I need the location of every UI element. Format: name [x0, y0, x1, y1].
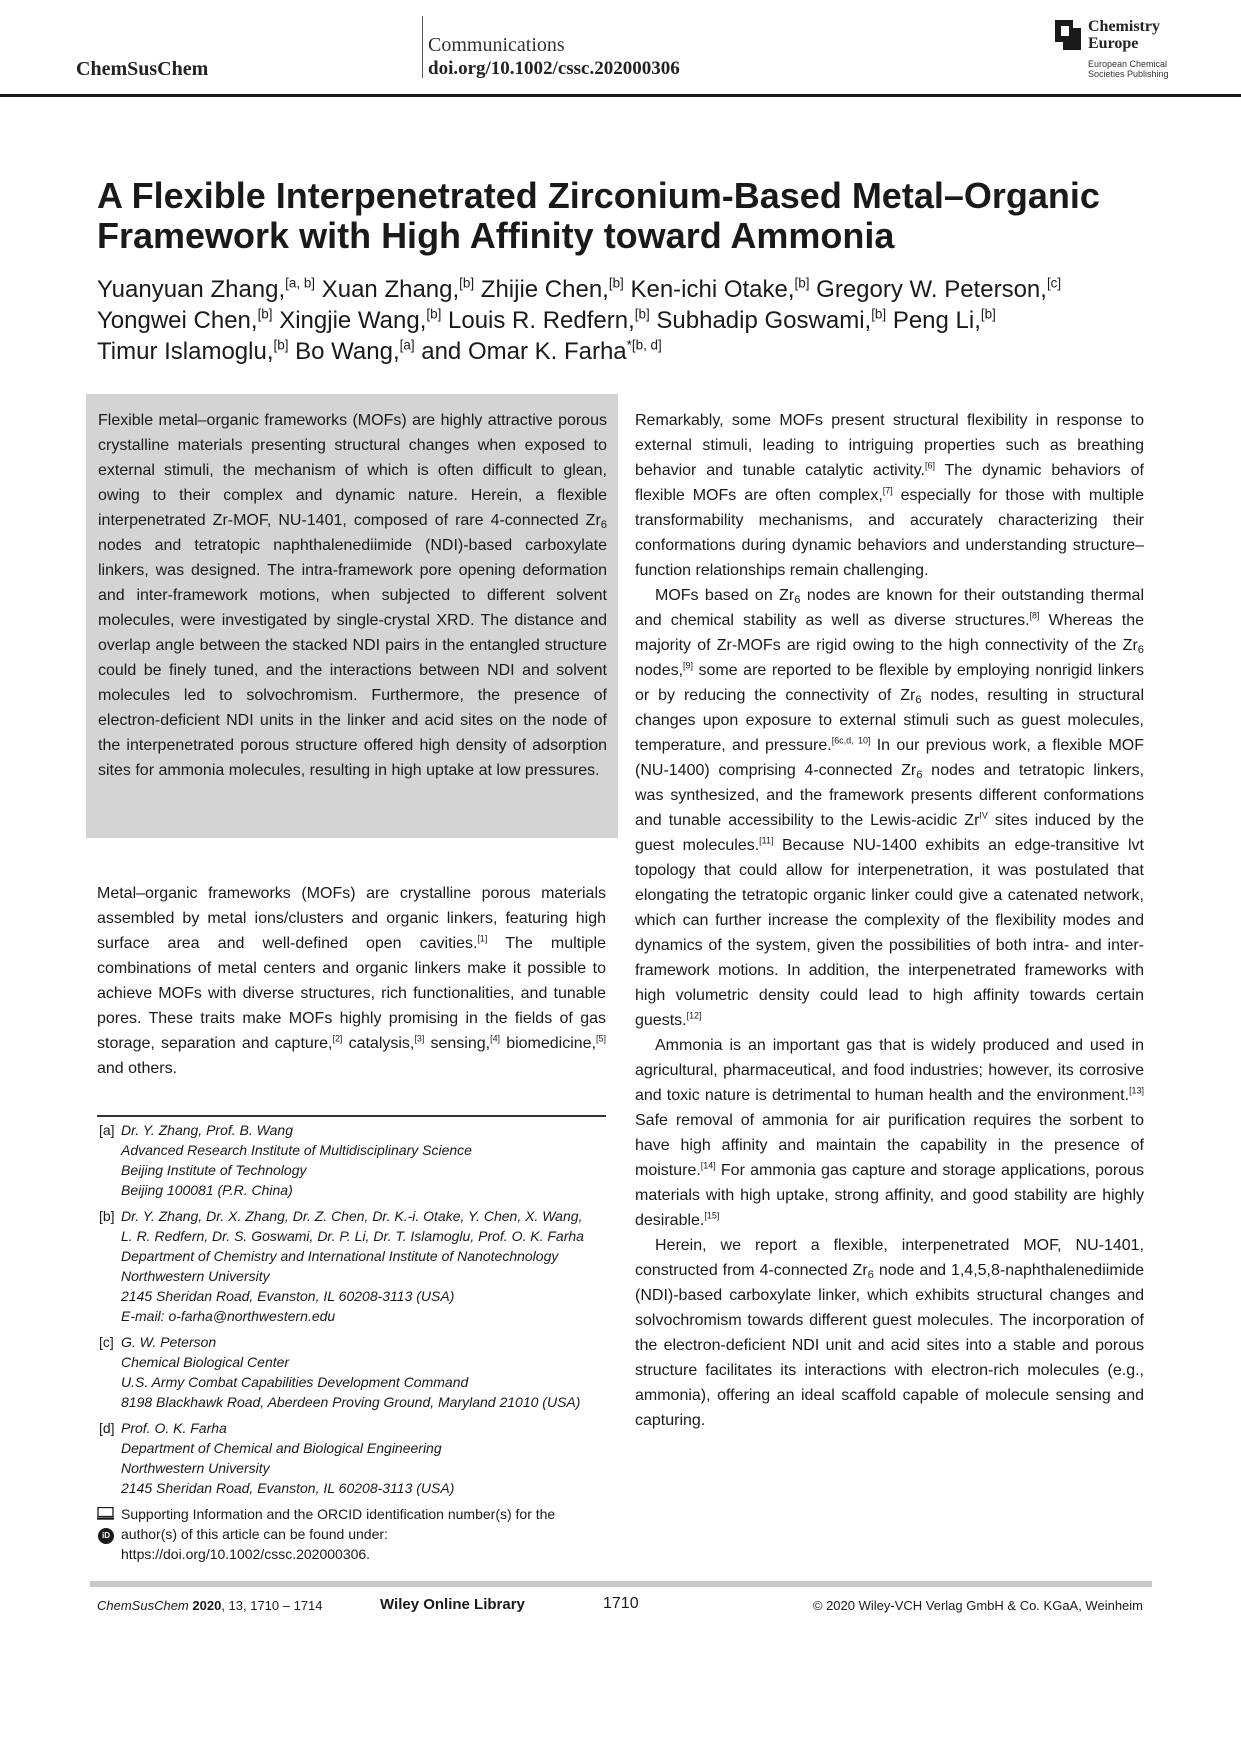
author-affiliation: [b] [980, 306, 996, 322]
header-separator [422, 16, 423, 78]
author-name[interactable]: Louis R. Redfern, [448, 307, 635, 334]
affiliations-rule [97, 1115, 606, 1117]
abstract-text: Flexible metal–organic frameworks (MOFs) are highly attractive porous crystalline materials presenting structural changes when exposed to external stimuli, the mechanism of which is often difficult to glean, owing to their complex and dynamic nature. Herein, a flexible interpenetrated Zr-MOF, NU-1401, composed of rare 4-connected $Zr_6$ nodes and tetratopic naphthalenediimide (NDI)-based carboxylate linkers, was designed. The intra-framework pore opening deformation and inter-framework motions, when subjected to different solvent molecules, were investigated by single-crystal XRD. The distance and overlap angle between the stacked NDI pairs in the entangled structure could be finely tuned, and the interactions between NDI and solvent molecules led to solvochromism. Furthermore, the presence of electron-deficient NDI units in the linker and acid sites on the node of the interpenetrated porous structure offered high density of adsorption sites for ammonia molecules, resulting in high uptake at low pressures. [98, 412, 607, 779]
author-name[interactable]: Yongwei Chen, [97, 307, 258, 334]
reference-marker[interactable]: [8] [1029, 610, 1040, 621]
body-right-column [635, 408, 1144, 1433]
reference-marker[interactable]: [13] [1129, 1085, 1144, 1096]
wiley-online-library-link[interactable]: Wiley Online Library [380, 1596, 525, 1613]
affiliation-b: [b] Dr. Y. Zhang, Dr. X. Zhang, Dr. Z. Chen, Dr. K.-i. Otake, Y. Chen, X. Wang, L. R. Redfern, Dr. S. Goswami, Dr. P. Li, Dr. T. Islamoglu, Prof. O. K. Farha Department of Chemistry and International Institute of Nanotechnology Northwestern University 2145 Sheridan Road, Evanston, IL 60208-3113 (USA) E-mail: o-farha@northwestern.edu [97, 1206, 606, 1326]
author-affiliation: [a] [399, 337, 415, 353]
reference-marker[interactable]: [11] [759, 835, 774, 846]
email-link[interactable]: E-mail: o-farha@northwestern.edu [121, 1308, 336, 1324]
author-name[interactable]: Gregory W. Peterson, [816, 276, 1047, 303]
logo-line-chemistry: Chemistry [1088, 18, 1160, 35]
footer-rule [90, 1581, 1152, 1587]
author-name[interactable]: Peng Li, [892, 307, 981, 334]
reference-marker[interactable]: [9] [683, 660, 694, 671]
computer-icon [97, 1507, 114, 1520]
reference-marker[interactable]: [7] [882, 485, 893, 496]
title-line-2: Framework with High Affinity toward Ammonia [97, 215, 895, 256]
page-number: 1710 [603, 1595, 639, 1612]
author-affiliation: [b] [634, 306, 650, 322]
reference-marker[interactable]: [6c,d, 10] [831, 735, 871, 746]
logo-line-europe: Europe [1088, 35, 1139, 52]
author-affiliation: [b] [871, 306, 887, 322]
author-name[interactable]: Xingjie Wang, [279, 307, 427, 334]
author-affiliation: [b] [608, 275, 624, 291]
author-affiliation: [b] [794, 275, 810, 291]
reference-marker[interactable]: [15] [704, 1210, 720, 1221]
author-list [97, 274, 1157, 367]
footer-citation: ChemSusChem 2020, 13, 1710 – 1714 [97, 1598, 323, 1613]
copyright-notice: © 2020 Wiley-VCH Verlag GmbH & Co. KGaA, Weinheim [812, 1598, 1143, 1613]
doi-link[interactable]: doi.org/10.1002/cssc.202000306 [428, 58, 680, 79]
author-affiliation: [b] [426, 306, 442, 322]
author-affiliation: [c] [1046, 275, 1062, 291]
logo-line-publishing: Societies Publishing [1088, 69, 1169, 79]
reference-marker[interactable]: [2] [332, 1033, 343, 1044]
author-name[interactable]: Xuan Zhang, [321, 276, 460, 303]
chemistry-europe-logo[interactable] [1055, 18, 1185, 82]
affiliation-key: [b] [99, 1208, 115, 1224]
affiliations-block [97, 1120, 606, 1564]
reference-marker[interactable]: [1] [477, 933, 488, 944]
affiliation-key: [a] [99, 1122, 115, 1138]
body-paragraph: Metal–organic frameworks (MOFs) are crystalline porous materials assembled by metal ions/clusters and organic linkers, featuring high surface area and well-defined open cavities.[1] The multiple combinations of metal centers and organic linkers make it possible to achieve MOFs with diverse structures, rich functionalities, and tunable pores. These traits make MOFs highly promising in the fields of gas storage, separation and capture,[2] catalysis,[3] sensing,[4] biomedicine,[5] and others. [97, 885, 607, 1077]
journal-name: ChemSusChem [76, 58, 209, 80]
chemistry-europe-logo-icon [1055, 20, 1081, 50]
section-label: Communications [428, 34, 565, 56]
author-name[interactable]: Timur Islamoglu, [97, 338, 274, 365]
reference-marker[interactable]: [12] [686, 1010, 702, 1021]
reference-marker[interactable]: [5] [596, 1033, 606, 1044]
author-affiliation: [b] [459, 275, 475, 291]
body-paragraph: MOFs based on $Zr_6$ nodes are known for their outstanding thermal and chemical stability as well as diverse structures.[8] Whereas the majority of Zr-MOFs are rigid owing to the high connectivity of the $Zr_6$ nodes,[9] some are reported to be flexible by employing nonrigid linkers or by reducing the connectivity of $Zr_6$ nodes, resulting in structural changes upon exposure to external stimuli such as guest molecules, temperature, and pressure.[6c,d, 10] In our previous work, a flexible MOF (NU-1400) comprising 4-connected $Zr_6$ nodes and tetratopic linkers, was synthesized, and the framework presents different conformations and tunable accessibility to the Lewis-acidic $Zr^{IV}$ sites induced by the guest molecules.[11] Because NU-1400 exhibits an edge-transitive lvt topology that could allow for interpenetration, it was postulated that elongating the tetratopic organic linker could give a catenated network, which can further increase the complexity of the flexibility modes and dynamics of the system, given the possibilities of both intra- and inter-framework motions. In addition, the interpenetrated frameworks with high volumetric density could lead to high affinity towards certain guests.[12] [635, 587, 1145, 1029]
reference-marker[interactable]: [14] [700, 1160, 716, 1171]
author-name[interactable]: Yuanyuan Zhang, [97, 276, 286, 303]
author-line-1 [97, 274, 1157, 305]
affiliation-a: [a] Dr. Y. Zhang, Prof. B. Wang Advanced Research Institute of Multidisciplinary Science Beijing Institute of Technology Beijing 100081 (P.R. China) [99, 1122, 472, 1198]
author-name[interactable]: Subhadip Goswami, [656, 307, 872, 334]
author-affiliation: [b] [257, 306, 273, 322]
logo-line-ecs: European Chemical [1088, 59, 1168, 69]
supporting-info-link[interactable]: https://doi.org/10.1002/cssc.202000306. [121, 1546, 371, 1562]
author-affiliation: [b] [273, 337, 289, 353]
author-name[interactable]: Zhijie Chen, [480, 276, 609, 303]
title-line-1: A Flexible Interpenetrated Zirconium-Based Metal–Organic [97, 175, 1100, 216]
author-affiliation: *[b, d] [626, 337, 662, 353]
reference-marker[interactable]: [3] [414, 1033, 425, 1044]
author-name[interactable]: Bo Wang, [295, 338, 400, 365]
abstract-box [86, 394, 618, 838]
affiliation-d: [d] Prof. O. K. Farha Department of Chemical and Biological Engineering Northwestern University 2145 Sheridan Road, Evanston, IL 60208-3113 (USA) [99, 1420, 455, 1496]
body-paragraph: Herein, we report a flexible, interpenetrated MOF, NU-1401, constructed from 4-connected $Zr_6$ node and 1,4,5,8-naphthalenediimide (NDI)-based carboxylate linker, which exhibits structural changes and solvochromism towards different guest molecules. The incorporation of the electron-deficient NDI unit and acid sites into a stable and porous structure facilitates its interactions with electron-rich molecules (e.g., ammonia), offering an ideal scaffold capable of molecule sensing and capturing. [635, 1237, 1144, 1429]
author-line-3 [97, 336, 1157, 367]
author-name[interactable]: Ken-ichi Otake, [630, 276, 795, 303]
body-paragraph: Ammonia is an important gas that is widely produced and used in agricultural, pharmaceutical, and food industries; however, its corrosive and toxic nature is detrimental to human health and the environment.[13] Safe removal of ammonia for air purification requires the sorbent to have high affinity and maintain the capability in the presence of moisture.[14] For ammonia gas capture and storage applications, porous materials with high uptake, strong affinity, and good stability are highly desirable.[15] [635, 1037, 1144, 1229]
header-rule [0, 94, 1241, 97]
reference-marker[interactable]: [4] [490, 1033, 501, 1044]
orcid-icon: iD [98, 1528, 114, 1544]
author-name[interactable]: and Omar K. Farha [421, 338, 627, 365]
reference-marker[interactable]: [6] [924, 460, 935, 471]
author-line-2 [97, 305, 1157, 336]
affiliation-key: [d] [99, 1420, 115, 1436]
body-paragraph: Remarkably, some MOFs present structural flexibility in response to external stimuli, leading to intriguing properties such as breathing behavior and tunable catalytic activity.[6] The dynamic behaviors of flexible MOFs are often complex,[7] especially for those with multiple transformability mechanisms, and accurately characterizing their conformations during dynamic behaviors and understanding structure–function relationships remain challenging. [635, 412, 1144, 579]
affiliation-key: [c] [99, 1334, 114, 1350]
author-affiliation: [a, b] [285, 275, 316, 291]
supporting-info-note: iD Supporting Information and the ORCID identification number(s) for the author(s) of this article can be found under: https://doi.org/10.1002/cssc.202000306. [97, 1504, 606, 1564]
affiliation-c: [c] G. W. Peterson Chemical Biological Center U.S. Army Combat Capabilities Development Command 8198 Blackhawk Road, Aberdeen Proving Ground, Maryland 21010 (USA) [99, 1334, 581, 1410]
body-left-column [97, 881, 606, 1081]
article-title [97, 176, 1157, 256]
